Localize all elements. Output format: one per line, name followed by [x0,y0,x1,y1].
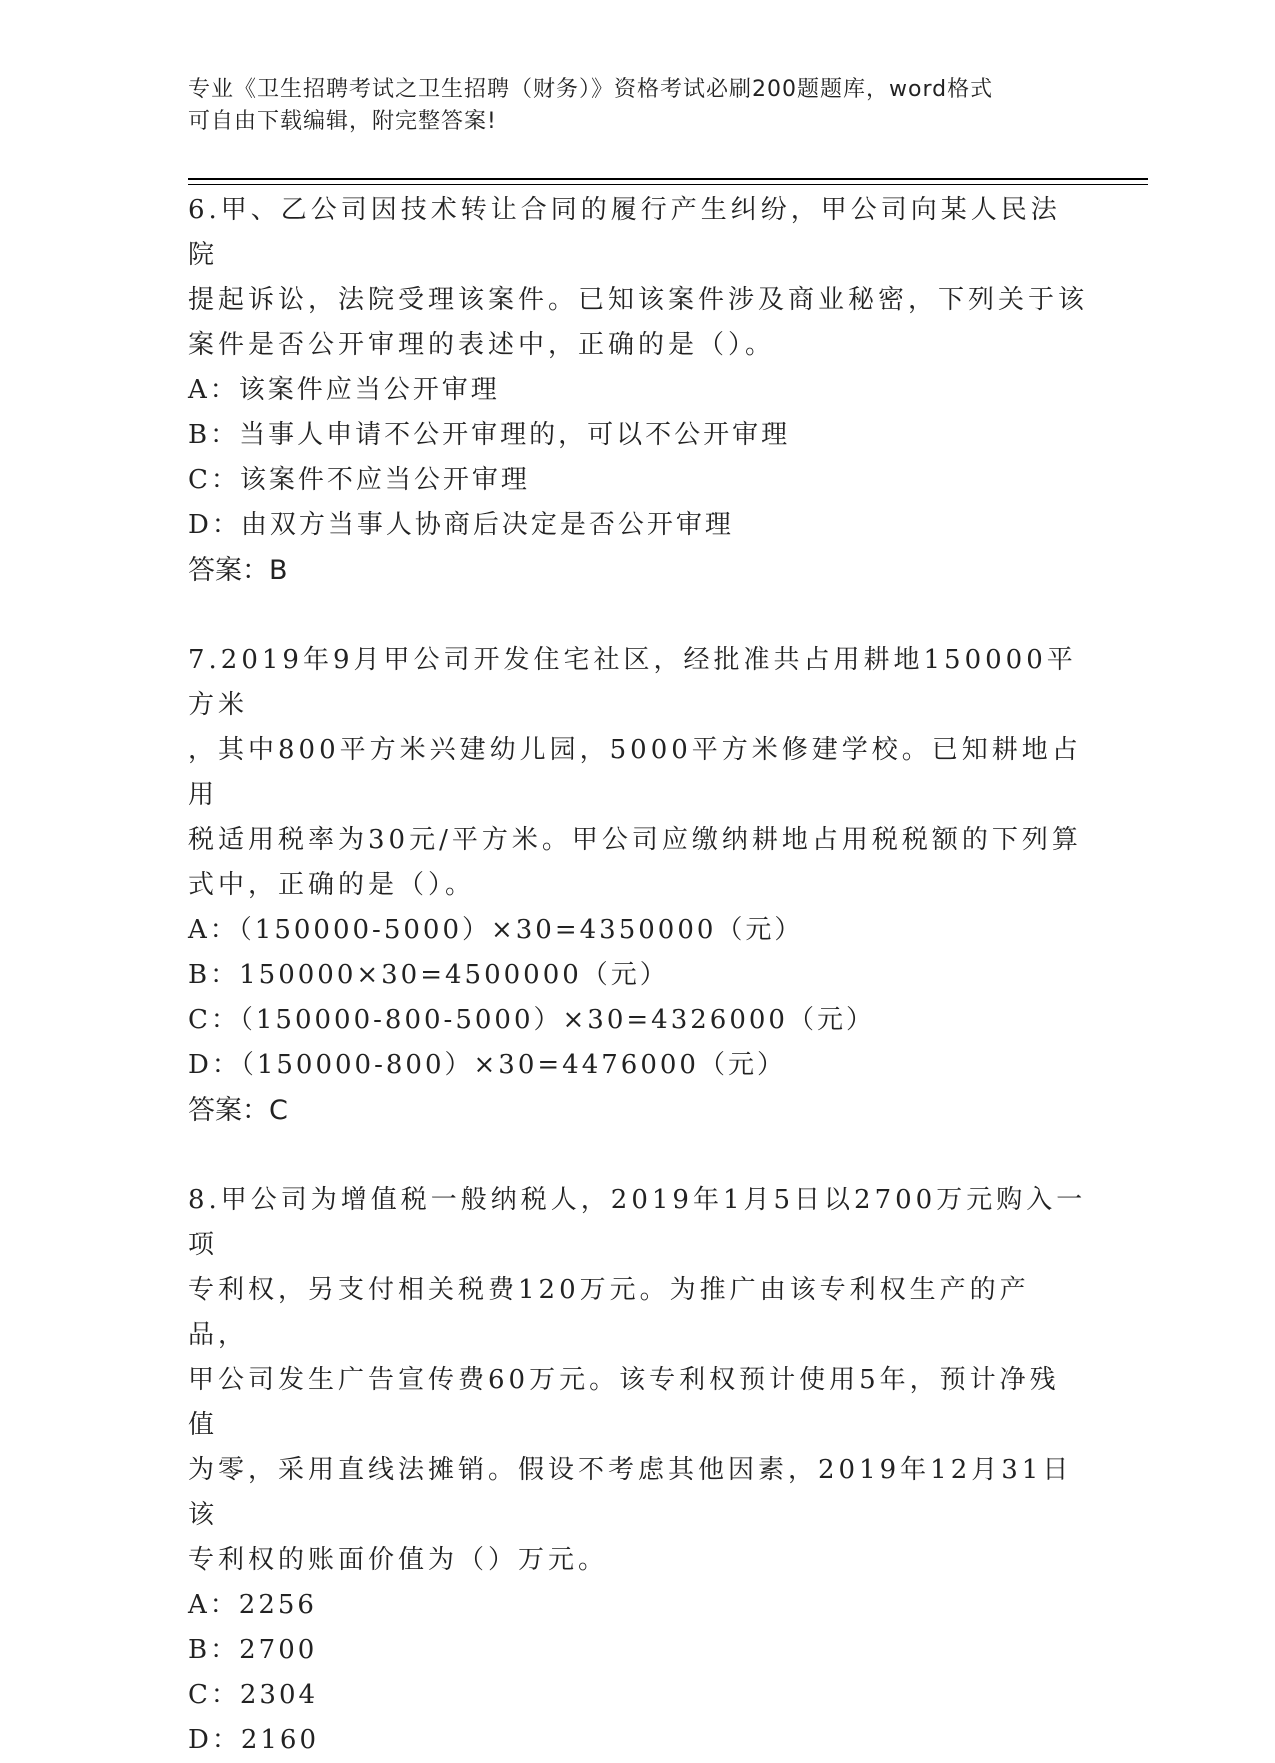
question-8-line-2: 专利权，另支付相关税费120万元。为推广由该专利权生产的产品， [188,1275,1030,1350]
question-7-line-3: 税适用税率为30元/平方米。甲公司应缴纳耕地占用税税额的下列算 [188,825,1082,855]
question-6-line-3: 案件是否公开审理的表述中，正确的是（）。 [188,330,776,360]
question-8-line-3: 甲公司发生广告宣传费60万元。该专利权预计使用5年，预计净残值 [188,1365,1060,1440]
question-7-line-4: 式中，正确的是（）。 [188,870,476,900]
question-6-option-a: A：该案件应当公开审理 [188,375,500,405]
question-8-line-5: 专利权的账面价值为（）万元。 [188,1545,609,1575]
question-6-line-2: 提起诉讼，法院受理该案件。已知该案件涉及商业秘密，下列关于该 [188,285,1089,315]
question-6-option-b: B：当事人申请不公开审理的，可以不公开审理 [188,420,791,450]
question-6-line-1: 6.甲、乙公司因技术转让合同的履行产生纠纷，甲公司向某人民法院 [188,195,1061,270]
question-spacer [188,593,1088,638]
header-line-1: 专业《卫生招聘考试之卫生招聘（财务）》资格考试必刷200题题库，word格式 [188,77,994,102]
question-8-option-c: C：2304 [188,1680,319,1710]
document-header [188,74,1068,138]
header-divider-thin [188,184,1148,185]
question-6-answer: 答案：B [188,555,288,586]
header-line-2: 可自由下载编辑，附完整答案! [188,109,497,134]
question-8-option-b: B：2700 [188,1635,318,1665]
question-7-option-d: D：（150000-800）×30=4476000（元） [188,1050,786,1080]
question-spacer [188,1133,1088,1178]
question-8 [188,1178,1088,1763]
question-7-line-2: ，其中800平方米兴建幼儿园，5000平方米修建学校。已知耕地占用 [188,735,1082,810]
question-8-line-1: 8.甲公司为增值税一般纳税人，2019年1月5日以2700万元购入一项 [188,1185,1087,1260]
question-7-line-1: 7.2019年9月甲公司开发住宅社区，经批准共占用耕地150000平方米 [188,645,1077,720]
question-6-option-d: D：由双方当事人协商后决定是否公开审理 [188,510,734,540]
question-7 [188,638,1088,1133]
question-8-option-a: A：2256 [188,1590,317,1620]
question-8-line-4: 为零，采用直线法摊销。假设不考虑其他因素，2019年12月31日该 [188,1455,1073,1530]
header-divider-thick [188,178,1148,180]
question-7-option-a: A：（150000-5000）×30=4350000（元） [188,915,804,945]
question-6-option-c: C：该案件不应当公开审理 [188,465,530,495]
question-6 [188,188,1088,593]
question-7-option-b: B：150000×30=4500000（元） [188,960,669,990]
question-8-option-d: D：2160 [188,1725,320,1755]
question-7-answer: 答案：C [188,1095,288,1126]
question-7-option-c: C：（150000-800-5000）×30=4326000（元） [188,1005,875,1035]
question-list [188,188,1088,1763]
